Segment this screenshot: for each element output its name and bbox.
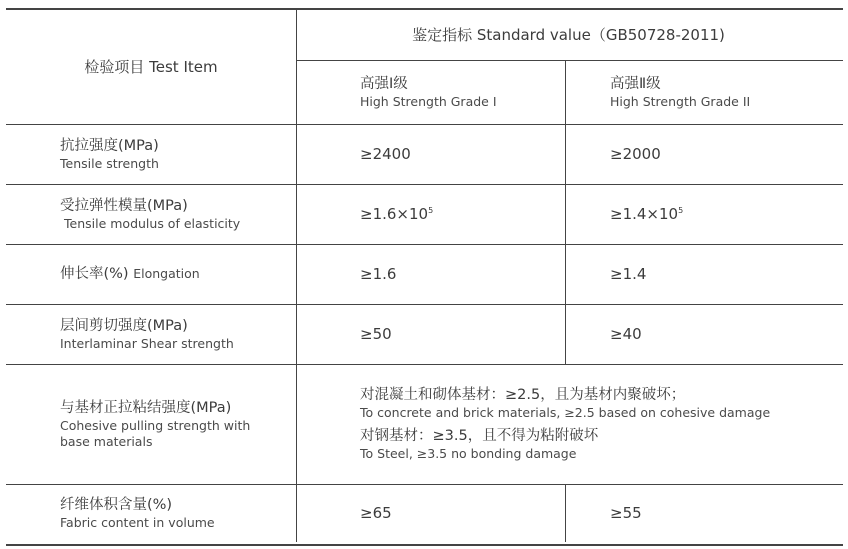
header-grade2	[610, 60, 830, 124]
item-en: base materials	[60, 433, 153, 449]
table-row-item	[60, 124, 290, 184]
header-test-item-label: 检验项目 Test Item	[84, 57, 218, 76]
value-text: ≥1.4	[610, 265, 647, 283]
grade1-cn: 高强Ⅰ级	[360, 75, 408, 92]
table-row-item	[60, 364, 290, 484]
grade2-value	[610, 304, 642, 364]
value-text	[360, 205, 433, 223]
header-standard	[296, 10, 841, 60]
grade2-value	[610, 124, 661, 184]
value-text: ≥50	[360, 325, 392, 343]
value-base: ≥1.6×10	[360, 205, 429, 223]
merged-en-line: To Steel, ≥3.5 no bonding damage	[360, 446, 577, 461]
item-en: Fabric content in volume	[60, 514, 215, 530]
divider	[296, 10, 297, 542]
grade1-value	[360, 304, 392, 364]
value-text: ≥2000	[610, 145, 661, 163]
item-label-line	[60, 265, 290, 284]
item-en: Tensile strength	[60, 155, 159, 171]
value-text: ≥55	[610, 504, 642, 522]
merged-value	[360, 364, 835, 484]
value-text	[610, 205, 683, 223]
grade1-en: High Strength Grade I	[360, 93, 497, 109]
item-cn: 伸长率(%)	[60, 265, 129, 282]
item-cn: 纤维体积含量(%)	[60, 496, 173, 513]
grade2-value	[610, 184, 683, 244]
table-row-item	[60, 304, 290, 364]
value-base: ≥1.4×10	[610, 205, 679, 223]
table-row-item	[60, 184, 290, 244]
grade2-cn: 高强Ⅱ级	[610, 75, 661, 92]
grade2-en: High Strength Grade II	[610, 93, 751, 109]
value-text: ≥2400	[360, 145, 411, 163]
item-cn: 抗拉强度(MPa)	[60, 137, 159, 154]
value-text: ≥65	[360, 504, 392, 522]
value-exponent: 5	[428, 206, 434, 215]
standards-table	[6, 8, 843, 546]
item-cn: 与基材正拉粘结强度(MPa)	[60, 399, 232, 416]
value-exponent: 5	[678, 206, 684, 215]
table-row-item	[60, 484, 290, 542]
merged-cn-line: 对混凝土和砌体基材：≥2.5，且为基材内聚破坏；	[360, 387, 686, 403]
item-en: Interlaminar Shear strength	[60, 335, 234, 351]
header-test-item	[6, 10, 296, 124]
grade2-value	[610, 244, 646, 304]
grade1-value	[360, 124, 411, 184]
header-grade1	[360, 60, 560, 124]
grade1-value	[360, 244, 396, 304]
item-cn: 受拉弹性模量(MPa)	[60, 197, 188, 214]
grade2-value	[610, 484, 642, 542]
table-row-item	[60, 244, 290, 304]
merged-en-line: To concrete and brick materials, ≥2.5 based on cohesive damage	[360, 405, 771, 420]
item-en: Cohesive pulling strength with	[60, 417, 251, 433]
divider	[565, 484, 566, 542]
grade1-value	[360, 484, 392, 542]
item-en: Tensile modulus of elasticity	[64, 215, 241, 231]
grade1-value	[360, 184, 433, 244]
merged-cn-line: 对钢基材：≥3.5，且不得为粘附破坏	[360, 428, 599, 444]
item-cn: 层间剪切强度(MPa)	[60, 317, 188, 334]
value-text: ≥40	[610, 325, 642, 343]
item-en: Elongation	[133, 265, 200, 281]
divider	[565, 60, 566, 364]
header-standard-label: 鉴定指标 Standard value（GB50728-2011)	[412, 25, 725, 44]
value-text: ≥1.6	[360, 265, 397, 283]
